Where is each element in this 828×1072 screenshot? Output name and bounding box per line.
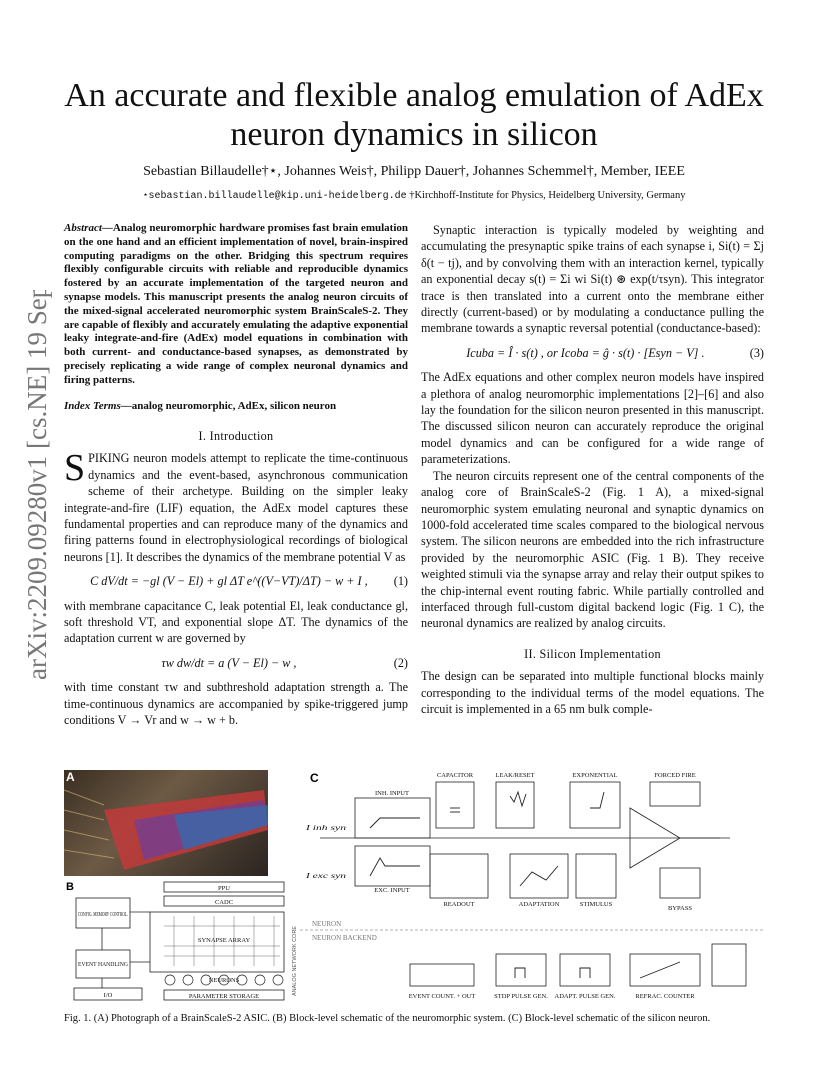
c-label-adapt-pulse: ADAPT. PULSE GEN. [554,993,616,1000]
c-label-exc-input: EXC. INPUT [374,887,410,894]
b-label-parameter-storage: PARAMETER STORAGE [188,993,260,1000]
c-label-readout: READOUT [443,901,475,908]
c-label-neuron-backend: NEURON BACKEND [312,934,377,942]
b-label-cadc: CADC [214,899,234,906]
c-label-adaptation: ADAPTATION [518,901,560,908]
intro-text: PIKING neuron models attempt to replicate the time-continuous dynamics and the event-based, asynchronous communication scheme of their archetype. Building on the simpler leaky integrate-and-fire (LIF) equation, the AdEx model captures these fundamental properties and can reproduce many of the dynamics and firing patterns found in electrophysiological recordings of biological neurons [1]. It describes the dynamics of the membrane potential V as [64,451,408,564]
synapse-paragraph: Synaptic interaction is typically modeled by weighting and accumulating the presynaptic spike trains of each synapse i, Si(t) = Σj δ(t − tj), and by convolving them with an interaction kernel, typically an exponential decay s(t) = Σi wi Si(t) ⊛ exp(t/τsyn). This integrator trace is then translated into a current onto the membrane either directly (current-based) or by modulating a conductance pulling the membrane towards a synaptic reversal potential (conductance-based): [421,223,764,336]
equation-2-number: (2) [393,655,408,670]
caption-label: Fig. 1. [64,1013,92,1024]
c-label-exponential: EXPONENTIAL [572,772,618,779]
design-paragraph: The design can be separated into multiple functional blocks mainly corresponding to the individual terms of the model equations. The circuit is implemented in a 65 nm bulk comple- [421,669,764,716]
b-label-neurons: NEURONS [208,977,240,984]
affiliation [60,190,768,202]
after-eq2-text: with time constant τw and subthreshold adaptation strength a. The time-continuous dynamics are accompanied by spike-triggered jump conditions V → Vr and w → w + b. [64,680,408,728]
panel-c-schematic [300,768,764,1006]
arxiv-side-stamp [16,290,56,680]
c-label-event-count: EVENT COUNT. + OUT [408,993,476,1000]
right-column [421,222,764,717]
equation-3-number: (3) [749,345,764,360]
figure-1 [64,768,764,1006]
b-label-config: CONFIG. MEMORY CONTROL. [78,911,129,918]
index-terms-label: Index Terms— [64,399,132,412]
panel-c-label: C [310,771,319,785]
b-label-ppu: PPU [218,885,230,892]
c-label-bypass: BYPASS [668,905,692,912]
abstract-text: Analog neuromorphic hardware promises fast brain emulation on the one hand and an efficient implementation of novel, brain-inspired computing paradigms on the other. Bridging this spectrum requires flexibly configurable circuits with reliable and reproducible dynamics fostered by an accurate implementation of the targeted neuron and synapse models. This manuscript presents the analog neuron circuits of the mixed-signal accelerated neuromorphic system BrainScaleS-2. They are capable of flexibly and accurately emulating the adaptive exponential leaky integrate-and-fire (AdEx) model equations in combination with both current- and conductance-based synapses, as demonstrated by precisely replicating a wide range of complex neuronal dynamics and firing patterns. [64,222,408,386]
equation-2 [64,655,408,671]
asic-photo [64,770,268,876]
arxiv-id: arXiv:2209.09280v1 [cs.NE] 19 Sep 2022 [22,290,52,680]
panel-b-label: B [66,881,74,893]
equation-3-body: Icuba = Î · s(t) , or Icoba = ĝ · s(t) · [Esyn − V] . [466,345,705,360]
c-label-inh-input: INH. INPUT [375,790,409,797]
c-label-i-exc: I exc syn [304,872,347,880]
after-eq1-text: with membrane capacitance C, leak potential El, leak conductance gl, soft threshold VT, and exponential slope ΔT. The dynamics of the adaptation current w are governed by [64,598,408,646]
adex-paragraph: The AdEx equations and other complex neuron models have inspired a plethora of analog neuromorphic implementations [2]–[6] and also lay the foundation for the silicon neuron presented in this manuscript. The discussed silicon neuron can accurately reproduce the original model dynamics and can be configured for a wide range of parameterizations. [421,370,764,467]
author-email[interactable]: ⋆sebastian.billaudelle@kip.uni-heidelberg.de [142,191,407,202]
b-label-io: I/O [103,992,113,999]
paper-title: An accurate and flexible analog emulation of AdEx neuron dynamics in silicon [64,77,764,153]
c-label-forced-fire: FORCED FIRE [654,772,696,779]
caption-text: (A) Photograph of a BrainScaleS-2 ASIC. (B) Block-level schematic of the neuromorphic system. (C) Block-level schematic of the silicon neuron. [91,1013,711,1024]
panel-b-schematic [64,876,304,1006]
equation-3 [421,345,764,361]
left-column [64,222,408,728]
c-label-neuron: NEURON [312,920,342,928]
c-label-stdp-pulse: STDP PULSE GEN. [494,993,548,1000]
figure-caption [64,1013,764,1024]
panel-a-label: A [66,770,75,784]
neuron-circuits-paragraph: The neuron circuits represent one of the central components of the analog core of BrainScaleS-2 (Fig. 1 A), a mixed-signal neuromorphic system emulating neuronal and synaptic dynamics on 1000-fold accelerated time scales compared to the biological nervous system. The silicon neurons are embedded into the rich infrastructure provided by the neuromorphic ASIC (Fig. 1 B). They receive weighted stimuli via the synapse array and relay their output spikes to the chip-internal event routing fabric. While partially controlled and interfaced through full-custom digital backend logic (Fig. 1 C), the neuronal dynamics are realized by analog circuits. [421,468,764,631]
section-heading-silicon: II. Silicon Implementation [524,646,661,661]
institute: †Kirchhoff-Institute for Physics, Heidelberg University, Germany [409,190,686,201]
equation-1 [64,573,408,589]
author-list: Sebastian Billaudelle†⋆, Johannes Weis†, Philipp Dauer†, Johannes Schemmel†, Member, IEEE [143,164,685,179]
c-label-refrac-counter: REFRAC. COUNTER [635,993,695,1000]
c-label-i-inh: I inh syn [304,824,347,832]
b-label-event-handling: EVENT HANDLING [78,961,129,968]
equation-1-number: (1) [393,574,408,589]
section-heading-introduction: I. Introduction [198,428,274,443]
c-label-leak-reset: LEAK/RESET [495,772,535,779]
abstract-label: Abstract— [64,222,113,234]
equation-1-body: C dV/dt = −gl (V − El) + gl ΔT e^((V−VT)/ΔT) − w + I , [90,574,368,589]
c-label-stimulus: STIMULUS [579,901,613,908]
intro-paragraph [64,447,408,565]
index-terms-text: analog neuromorphic, AdEx, silicon neuron [131,399,337,412]
index-terms [64,398,408,414]
c-label-capacitor: CAPACITOR [436,772,474,779]
b-label-synapse-array: SYNAPSE ARRAY [197,937,251,944]
b-label-analog-core: ANALOG NETWORK CORE [292,926,298,996]
equation-2-body: τw dw/dt = a (V − El) − w , [161,655,297,670]
abstract [64,222,408,388]
drop-cap: S [64,447,86,490]
